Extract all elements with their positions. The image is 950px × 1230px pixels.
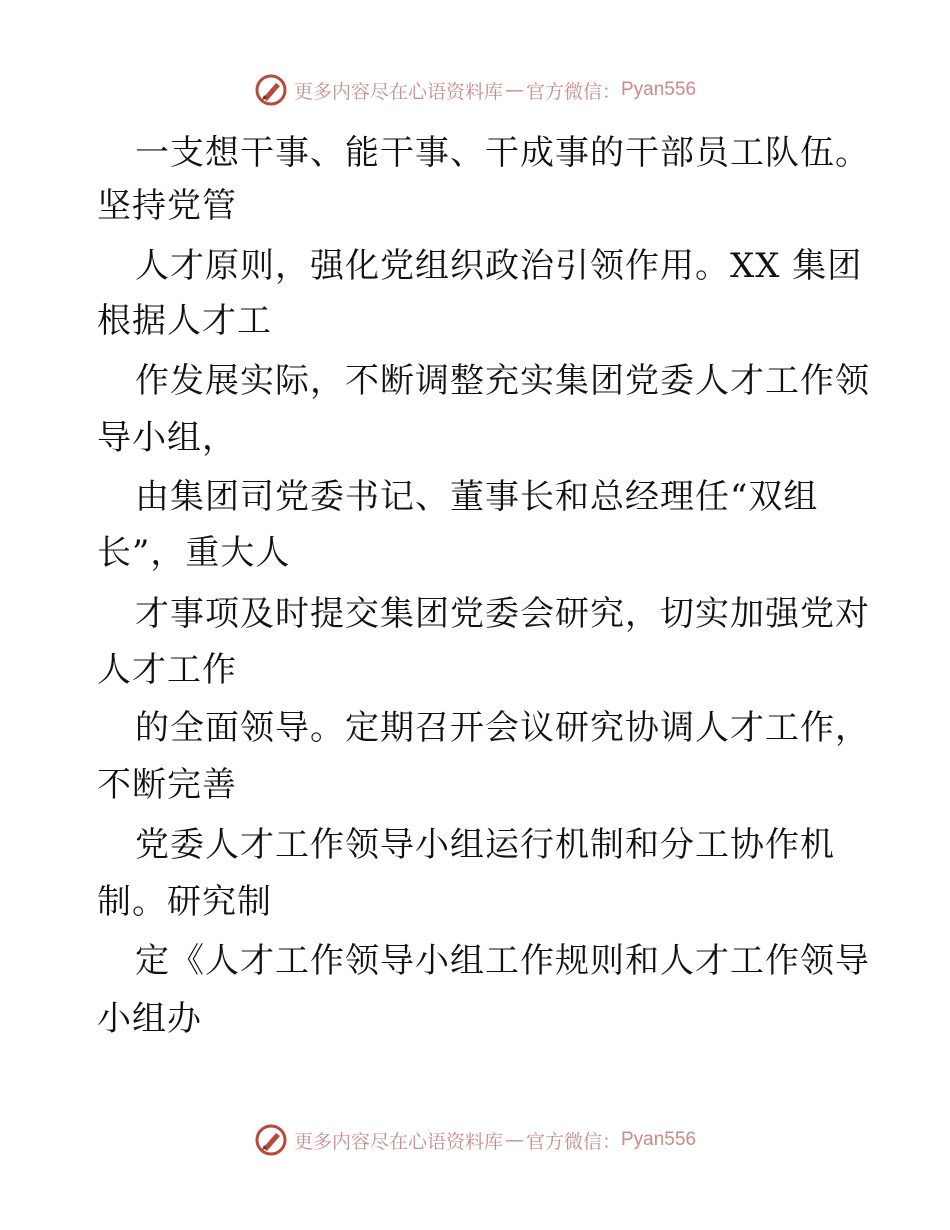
- header-brand-text: 更多内容尽在心语资料库: [293, 80, 503, 103]
- body-line: 的全面领导。定期召开会议研究协调人才工作，: [135, 708, 870, 748]
- body-line: 根据人才工: [97, 301, 272, 341]
- body-line: 导小组，: [97, 418, 237, 458]
- body-line: 不断完善: [97, 765, 237, 805]
- body-line: 小组办: [97, 999, 202, 1039]
- body-line: 制。研究制: [97, 882, 272, 922]
- body-line: 人才原则，强化党组织政治引领作用。XX 集团: [135, 246, 863, 286]
- footer-separator: —: [504, 1129, 524, 1151]
- footer-banner: [0, 1122, 950, 1158]
- body-line: 才事项及时提交集团党委会研究，切实加强党对: [135, 594, 870, 634]
- footer-brand-text: 更多内容尽在心语资料库: [293, 1130, 503, 1153]
- header-account: Pyan556: [621, 79, 697, 100]
- body-line: 人才工作: [97, 650, 237, 690]
- body-line: 党委人才工作领导小组运行机制和分工协作机: [135, 825, 835, 865]
- body-line: 由集团司党委书记、董事长和总经理任“双组: [135, 477, 819, 517]
- body-line: 长”，重大人: [97, 533, 291, 573]
- header-suffix: 官方微信：: [525, 80, 621, 103]
- footer-account: Pyan556: [621, 1129, 697, 1150]
- footer-suffix: 官方微信：: [525, 1130, 621, 1153]
- body-line: 一支想干事、能干事、干成事的干部员工队伍。: [135, 133, 870, 173]
- body-line: 作发展实际，不断调整充实集团党委人才工作领: [135, 361, 870, 401]
- header-separator: —: [504, 79, 524, 101]
- pen-logo-icon: [254, 1123, 288, 1157]
- header-banner: [0, 72, 950, 108]
- pen-logo-icon: [254, 73, 288, 107]
- body-line: 定《人才工作领导小组工作规则和人才工作领导: [135, 941, 870, 981]
- body-line: 坚持党管: [97, 186, 237, 226]
